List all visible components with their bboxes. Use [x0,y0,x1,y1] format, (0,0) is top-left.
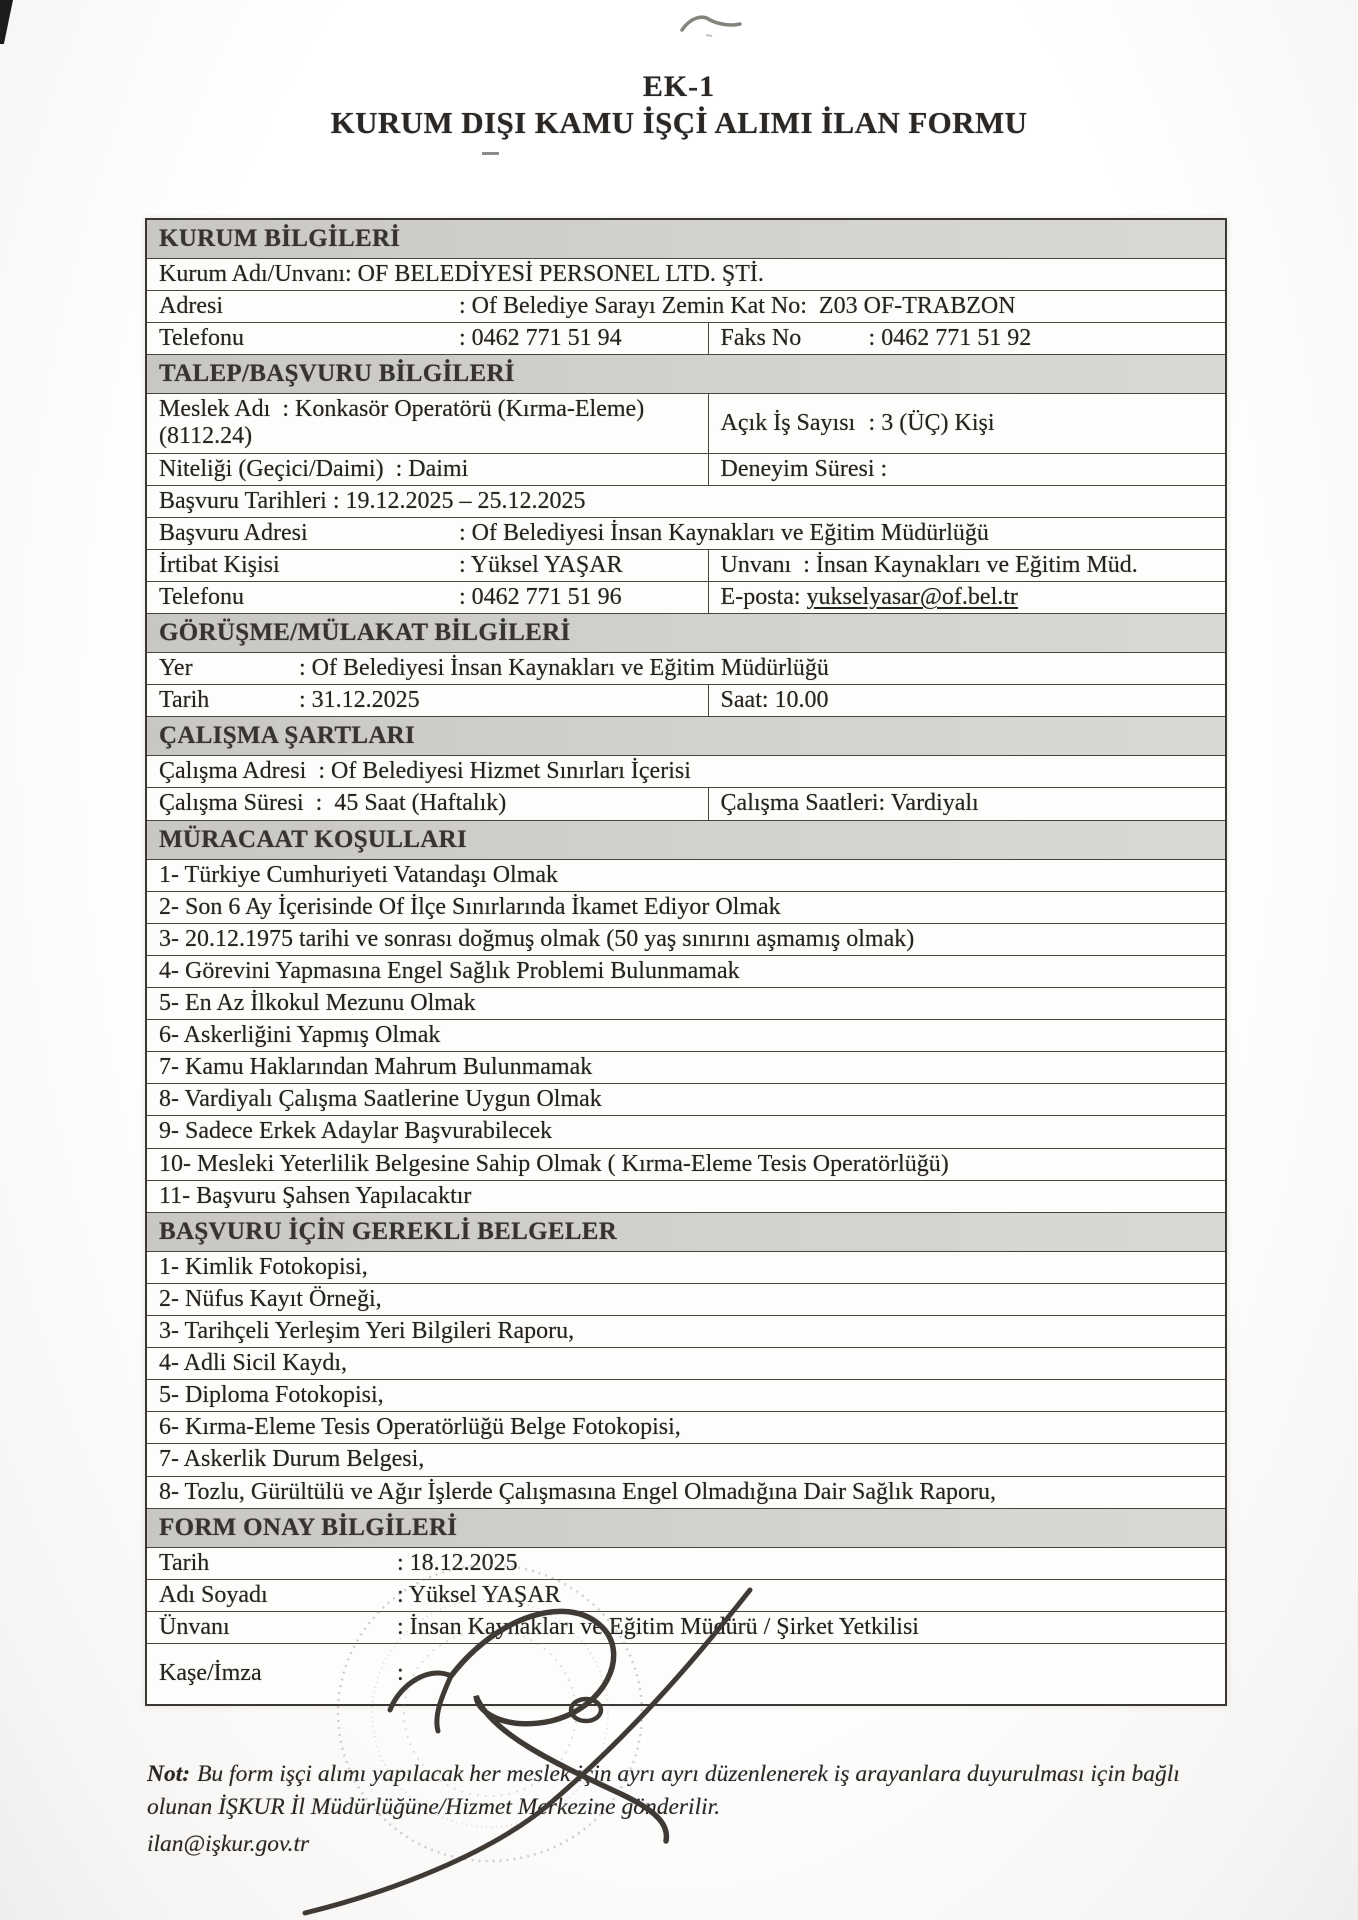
form-row [147,787,1225,819]
field-value: : 3 (ÜÇ) Kişi [868,409,995,436]
form-cell [708,323,1225,354]
form-row [147,1476,1225,1508]
scan-corner-artifact [0,0,13,44]
form-row [147,1547,1225,1579]
form-cell [708,394,1225,452]
row-text: 11- Başvuru Şahsen Yapılacaktır [159,1182,472,1209]
form-row [147,955,1225,987]
field-label: Ünvanı [159,1613,230,1640]
pen-scribble-mark [676,8,746,38]
row-text: 6- Askerliğini Yapmış Olmak [159,1022,441,1049]
row-text: Çalışma Süresi : 45 Saat (Haftalık) [159,790,507,817]
form-cell [147,1580,1225,1611]
form-cell [147,1380,1225,1411]
form-cell [147,550,708,581]
row-text: Deneyim Süresi : [720,455,888,482]
form-row [147,1347,1225,1379]
field-label: İrtibat Kişisi [159,551,280,578]
form-row [147,859,1225,891]
form-row [147,987,1225,1019]
row-text: 3- Tarihçeli Yerleşim Yeri Bilgileri Raporu, [159,1317,575,1344]
section-header [147,820,1225,859]
row-text: 8- Vardiyalı Çalışma Saatlerine Uygun Olmak [159,1086,602,1113]
field-value: : 0462 771 51 96 [459,583,622,610]
form-cell [147,1252,1225,1283]
field-label: Tarih [159,1549,210,1576]
form-cell [147,1412,1225,1443]
form-cell [147,291,1225,322]
form-row [147,923,1225,955]
form-row [147,453,1225,485]
form-cell [147,1116,1225,1147]
form-cell [147,653,1225,684]
section-title: TALEP/BAŞVURU BİLGİLERİ [159,360,515,388]
row-text: Çalışma Saatleri: Vardiyalı [720,790,979,817]
row-text: 2- Son 6 Ay İçerisinde Of İlçe Sınırlarında İkamet Ediyor Olmak [159,893,781,920]
form-cell [708,582,1225,613]
row-text: 6- Kırma-Eleme Tesis Operatörlüğü Belge Fotokopisi, [159,1414,681,1441]
row-text: 4- Görevini Yapmasına Engel Sağlık Problemi Bulunmamak [159,957,740,984]
form-cell [708,454,1225,485]
form-row [147,1083,1225,1115]
field-label: Adresi [159,293,223,320]
form-row [147,1251,1225,1283]
form-cell [147,1181,1225,1212]
row-text: Niteliği (Geçici/Daimi) : Daimi [159,455,469,482]
row-text: 3- 20.12.1975 tarihi ve sonrası doğmuş olmak (50 yaş sınırını aşmamış olmak) [159,925,915,952]
form-cell [147,323,708,354]
field-value: : OF BELEDİYESİ PERSONEL LTD. ŞTİ. [345,261,764,287]
row-text: 5- Diploma Fotokopisi, [159,1382,384,1409]
form-row [147,581,1225,613]
form-row [147,1019,1225,1051]
row-text: 1- Türkiye Cumhuriyeti Vatandaşı Olmak [159,861,559,888]
form-cell [147,788,708,819]
field-label: Faks No [720,325,802,352]
note-label: Not: [147,1761,191,1787]
row-text: 5- En Az İlkokul Mezunu Olmak [159,989,476,1016]
row-text: 2- Nüfus Kayıt Örneği, [159,1285,382,1312]
row-text: 8- Tozlu, Gürültülü ve Ağır İşlerde Çalışmasına Engel Olmadığına Dair Sağlık Raporu, [159,1478,997,1505]
form-row [147,1180,1225,1212]
section-title: ÇALIŞMA ŞARTLARI [159,722,416,750]
form-cell [147,1644,1225,1704]
field-label: Yer [159,655,193,682]
section-header [147,613,1225,652]
field-value: : [397,1660,404,1687]
form-cell [147,1284,1225,1315]
form-cell [147,1477,1225,1508]
row-text: 7- Kamu Haklarından Mahrum Bulunmamak [159,1054,593,1081]
form-cell [147,685,708,716]
form-row [147,891,1225,923]
form-row [147,517,1225,549]
form-cell [708,550,1225,581]
form-row [147,1643,1225,1704]
doc-code: EK-1 [642,70,716,103]
field-label: Başvuru Adresi [159,519,308,546]
form-cell [147,394,708,452]
field-value: : Of Belediyesi İnsan Kaynakları ve Eğitim Müdürlüğü [299,655,829,682]
form-cell [708,788,1225,819]
row-text: Çalışma Adresi : Of Belediyesi Hizmet Sınırları İçerisi [159,758,691,785]
field-label: Telefonu [159,583,244,610]
field-value: : 18.12.2025 [397,1549,518,1576]
form-cell [147,1084,1225,1115]
note-text: Bu form işçi alımı yapılacak her meslek için ayrı ayrı düzenlenerek iş arayanlara duyurulması için bağlı olunan İŞKUR İl Müdürlüğüne/Hizmet Merkezine gönderilir. [147,1761,1180,1820]
row-text: Meslek Adı : Konkasör Operatörü (Kırma-Eleme) (8112.24) [159,396,651,450]
section-title: MÜRACAAT KOŞULLARI [159,825,467,853]
form-row [147,755,1225,787]
row-text: 1- Kimlik Fotokopisi, [159,1253,368,1280]
form-row [147,1579,1225,1611]
form-cell [147,1052,1225,1083]
form-row [147,684,1225,716]
form-row [147,393,1225,452]
form-cell [147,1548,1225,1579]
form-table [145,218,1227,1706]
field-label: E-posta [720,583,794,610]
form-row [147,1051,1225,1083]
form-row [147,1611,1225,1643]
form-row [147,1379,1225,1411]
form-row [147,652,1225,684]
form-cell [147,924,1225,955]
field-value: : 31.12.2025 [299,687,420,714]
section-title: GÖRÜŞME/MÜLAKAT BİLGİLERİ [159,619,571,647]
email-text: yukselyasar@of.bel.tr [806,583,1018,610]
form-cell [147,756,1225,787]
field-value: : Of Belediyesi İnsan Kaynakları ve Eğitim Müdürlüğü [459,519,989,546]
form-cell [147,1149,1225,1180]
row-text: 4- Adli Sicil Kaydı, [159,1350,347,1377]
form-cell [147,956,1225,987]
section-header [147,1508,1225,1547]
section-title: BAŞVURU İÇİN GEREKLİ BELGELER [159,1217,618,1245]
form-row [147,1115,1225,1147]
form-cell [147,518,1225,549]
form-cell [147,1348,1225,1379]
field-label: Açık İş Sayısı [720,409,856,436]
field-value: : Of Belediye Sarayı Zemin Kat No: Z03 OF-TRABZON [459,293,1016,320]
row-text: 9- Sadece Erkek Adaylar Başvurabilecek [159,1118,553,1145]
form-cell [147,259,1225,290]
field-label: Tarih [159,687,210,714]
row-text: Unvanı : İnsan Kaynakları ve Eğitim Müd. [720,551,1138,578]
form-row [147,549,1225,581]
form-row [147,290,1225,322]
form-row [147,1283,1225,1315]
section-header [147,220,1225,258]
field-label: Telefonu [159,325,244,352]
field-value: : Yüksel YAŞAR [459,551,623,578]
field-value: : 0462 771 51 92 [868,325,1032,352]
form-cell [147,1612,1225,1643]
form-cell [147,1020,1225,1051]
form-cell [147,988,1225,1019]
row-text: 7- Askerlik Durum Belgesi, [159,1446,425,1473]
form-row [147,1443,1225,1475]
underline-mark [482,152,499,155]
form-cell [147,454,708,485]
field-label: Kaşe/İmza [159,1660,262,1687]
page-title: KURUM DIŞI KAMU İŞÇİ ALIMI İLAN FORMU [330,105,1028,140]
form-cell [147,892,1225,923]
footer-note [147,1758,1239,1861]
field-value: : [793,583,807,610]
section-header [147,1212,1225,1251]
section-header [147,354,1225,393]
field-value: : Yüksel YAŞAR [397,1581,561,1608]
field-label: Kurum Adı/Unvanı [159,261,345,287]
form-row [147,258,1225,290]
row-text: Başvuru Tarihleri : 19.12.2025 – 25.12.2025 [159,487,586,514]
form-row [147,1148,1225,1180]
form-row [147,1411,1225,1443]
field-value: : İnsan Kaynakları ve Eğitim Müdürü / Şirket Yetkilisi [397,1613,919,1640]
form-cell [708,685,1225,716]
iskur-email: ilan@işkur.gov.tr [147,1830,310,1857]
section-title: KURUM BİLGİLERİ [159,225,401,252]
row-text: Saat: 10.00 [720,687,829,714]
section-header [147,716,1225,755]
form-cell [147,486,1225,517]
form-cell [147,1444,1225,1475]
section-title: FORM ONAY BİLGİLERİ [159,1513,458,1541]
form-cell [147,860,1225,891]
form-cell [147,582,708,613]
form-row [147,1315,1225,1347]
form-row [147,485,1225,517]
form-row [147,322,1225,354]
form-cell [147,1316,1225,1347]
row-text: 10- Mesleki Yeterlilik Belgesine Sahip Olmak ( Kırma-Eleme Tesis Operatörlüğü) [159,1150,949,1177]
field-label: Adı Soyadı [159,1581,268,1608]
field-value: : 0462 771 51 94 [459,325,622,352]
